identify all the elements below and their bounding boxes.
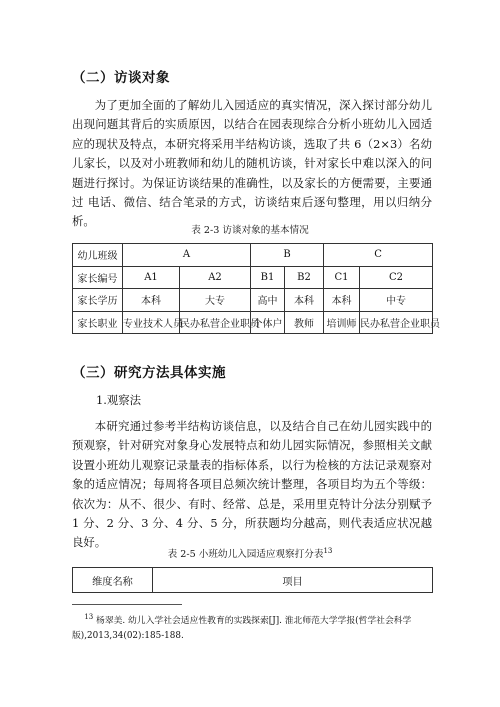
table-caption-interviewees: 表 2-3 访谈对象的基本情况: [191, 225, 309, 236]
footnote-divider: [72, 604, 182, 605]
observation-scale-table: [72, 567, 433, 593]
row-label-parent-id: 家长编号: [73, 266, 123, 289]
table-cell: 中专: [360, 289, 433, 312]
table-cell: C1: [324, 266, 360, 289]
paragraph-interview-intro: 为了更加全面的了解幼儿入园适应的真实情况，深入探讨部分幼儿出现问题其背后的实质原因，以结合在园表现综合分析小班幼儿入园适应的现状及特点，本研究将采用半结构访谈，选取了共 6（2×3）名幼儿家长，以及对小班教师和幼儿的随机访谈，针对家长中难以深入的问题进行探讨。为保证访谈结果的准确性，以及家长的方便需要，主要通过 电话、微信、结合笔录的方式，访谈结束后逐句整理，用以归纳分析。: [72, 98, 432, 229]
table-cell: 培训师: [324, 311, 360, 334]
table-cell: 专业技术人员: [123, 311, 180, 334]
table-cell: 本科: [123, 289, 180, 312]
table-cell: A1: [123, 266, 180, 289]
row-label-education: 家长学历: [73, 289, 123, 312]
section-heading-interviewees: （二）访谈对象: [72, 70, 170, 86]
table-row: [73, 311, 433, 334]
class-c-cell: C: [324, 244, 433, 267]
table-row: [73, 244, 433, 267]
header-dimension: 维度名称: [73, 568, 153, 593]
interviewee-table: [72, 243, 441, 334]
table-cell: 本科: [324, 289, 360, 312]
table-cell: B2: [285, 266, 324, 289]
table-cell: 民办私营企业职员: [180, 311, 251, 334]
table-cell: 个体户: [251, 311, 285, 334]
row-label-class: 幼儿班级: [73, 244, 123, 267]
footnote-text: 杨翠美. 幼儿入学社会适应性教育的实践探索[J]. 淮北师范大学学报(哲学社会科学版),2013,34(02):185-188.: [72, 615, 412, 641]
table-row: [73, 266, 433, 289]
table-cell: C2: [360, 266, 433, 289]
section-heading-methods: （三）研究方法具体实施: [72, 365, 226, 381]
table-header-row: [73, 568, 433, 593]
table-cell: 教师: [285, 311, 324, 334]
header-item: 项目: [153, 568, 433, 593]
class-a-cell: A: [123, 244, 251, 267]
footnote-number: 13: [84, 613, 94, 621]
paragraph-observation-method: 本研究通过参考半结构访谈信息，以及结合自己在幼儿园实践中的预观察，针对研究对象身心发展特点和幼儿园实际情况，参照相关文献设置小班幼儿观察记录量表的指标体系，以行为检核的方法记录观察对象的适应情况；每周将各项目总频次统计整理，各项目均为五个等级：依次为：从不、很少、有时、经常、总是，采用里克特计分法分别赋予 1 分、2 分、3 分、4 分、5 分，所获题均分越高，则代表适应状况越良好。: [72, 419, 432, 550]
caption-text: 表 2-5 小班幼儿入园适应观察打分表: [167, 549, 324, 560]
table-cell: 民办私营企业职员: [360, 311, 433, 334]
table-caption-observation-scale: [0, 546, 500, 560]
class-b-cell: B: [251, 244, 324, 267]
table-cell: A2: [180, 266, 251, 289]
footnote-marker: 13: [323, 546, 333, 555]
footnote: [72, 610, 442, 644]
table-cell: 大专: [180, 289, 251, 312]
table-cell: 本科: [285, 289, 324, 312]
subheading-observation: 1.观察法: [96, 393, 142, 407]
table-cell: B1: [251, 266, 285, 289]
table-cell: 高中: [251, 289, 285, 312]
table-row: [73, 289, 433, 312]
row-label-occupation: 家长职业: [73, 311, 123, 334]
